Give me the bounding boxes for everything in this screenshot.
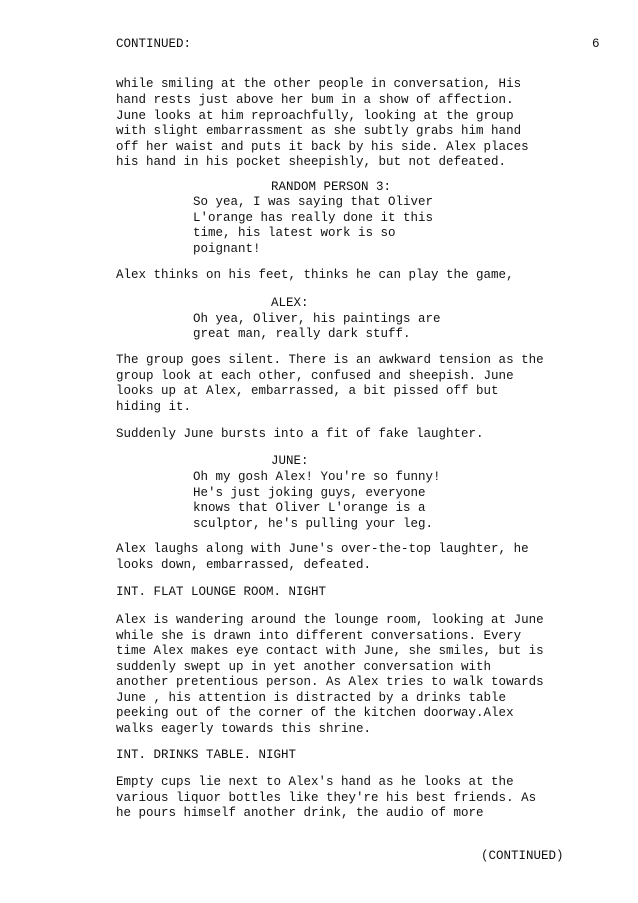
action-line: time Alex makes eye contact with June, she smiles, but is <box>116 644 544 658</box>
action-line: group look at each other, confused and sheepish. June <box>116 369 514 383</box>
action-line: Suddenly June bursts into a fit of fake laughter. <box>116 427 484 441</box>
action-line: Alex thinks on his feet, thinks he can play the game, <box>116 268 514 282</box>
dialogue-line: He's just joking guys, everyone <box>193 486 426 500</box>
action-line: with slight embarrassment as she subtly grabs him hand <box>116 124 522 138</box>
dialogue-line: knows that Oliver L'orange is a <box>193 501 426 515</box>
dialogue-line: So yea, I was saying that Oliver <box>193 195 434 209</box>
dialogue-line: Oh my gosh Alex! You're so funny! <box>193 470 441 484</box>
action-line: another pretentious person. As Alex tries to walk towards <box>116 675 544 689</box>
action-line: June , his attention is distracted by a drinks table <box>116 691 507 705</box>
action-line: looks down, embarrassed, defeated. <box>116 558 372 572</box>
scene-heading: INT. DRINKS TABLE. NIGHT <box>116 748 297 762</box>
action-line: Alex is wandering around the lounge room, looking at June <box>116 613 544 627</box>
dialogue-line: time, his latest work is so <box>193 226 396 240</box>
action-line: suddenly swept up in yet another conversation with <box>116 660 492 674</box>
dialogue-line: great man, really dark stuff. <box>193 327 411 341</box>
action-line: Empty cups lie next to Alex's hand as he looks at the <box>116 775 514 789</box>
dialogue-line: poignant! <box>193 242 261 256</box>
action-line: looks up at Alex, embarrassed, a bit pissed off but <box>116 384 499 398</box>
action-line: while she is drawn into different conversations. Every <box>116 629 522 643</box>
continued-footer: (CONTINUED) <box>481 849 564 863</box>
character-name: RANDOM PERSON 3: <box>271 180 392 194</box>
action-line: peeking out of the corner of the kitchen doorway.Alex <box>116 706 514 720</box>
action-line: various liquor bottles like they're his best friends. As <box>116 791 537 805</box>
action-line: while smiling at the other people in conversation, His <box>116 77 522 91</box>
action-line: Alex laughs along with June's over-the-top laughter, he <box>116 542 529 556</box>
character-name: ALEX: <box>271 296 309 310</box>
action-line: June looks at him reproachfully, looking at the group <box>116 109 514 123</box>
continued-header: CONTINUED: <box>116 37 192 51</box>
action-line: his hand in his pocket sheepishly, but not defeated. <box>116 155 507 169</box>
dialogue-line: L'orange has really done it this <box>193 211 434 225</box>
action-line: walks eagerly towards this shrine. <box>116 722 372 736</box>
action-line: The group goes silent. There is an awkward tension as the <box>116 353 544 367</box>
character-name: JUNE: <box>271 454 309 468</box>
dialogue-line: sculptor, he's pulling your leg. <box>193 517 434 531</box>
page-number: 6 <box>592 37 600 51</box>
action-line: hiding it. <box>116 400 192 414</box>
action-line: off her waist and puts it back by his side. Alex places <box>116 140 529 154</box>
action-line: he pours himself another drink, the audio of more <box>116 806 484 820</box>
scene-heading: INT. FLAT LOUNGE ROOM. NIGHT <box>116 585 327 599</box>
action-line: hand rests just above her bum in a show of affection. <box>116 93 514 107</box>
dialogue-line: Oh yea, Oliver, his paintings are <box>193 312 441 326</box>
